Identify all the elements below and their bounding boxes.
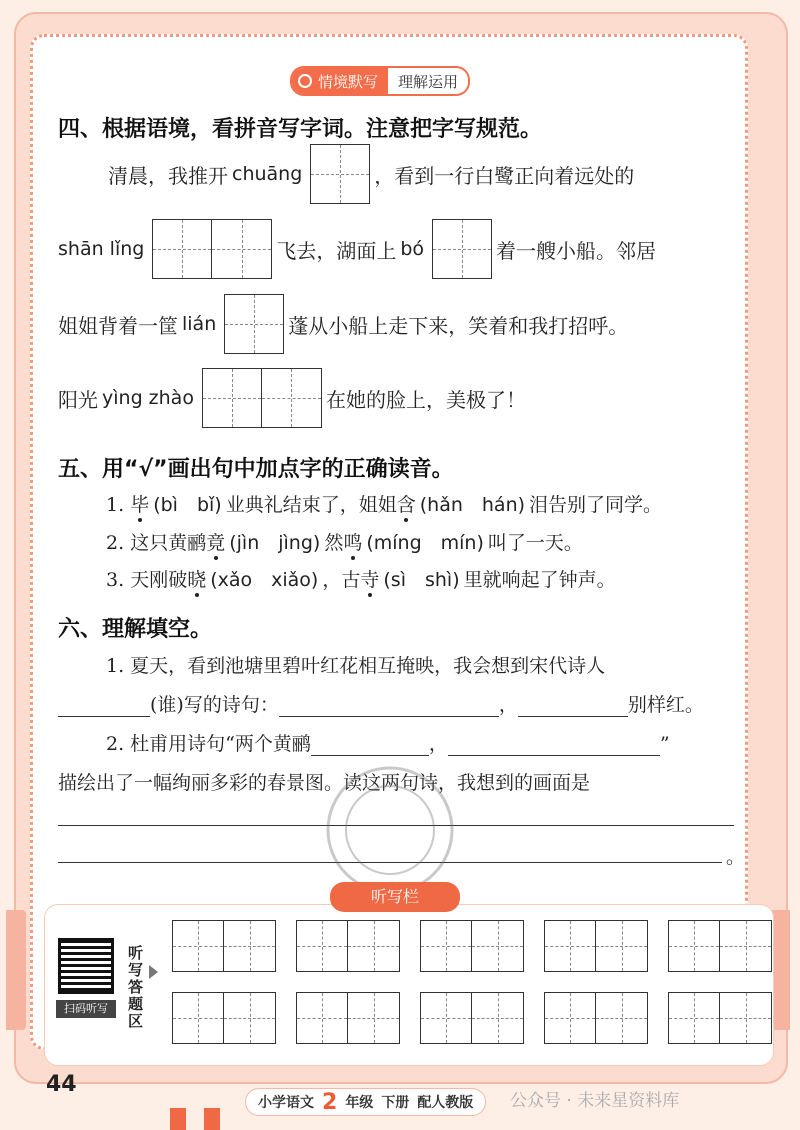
q-num: 1.: [106, 494, 125, 516]
watermark-text: 公众号 · 未来星资料库: [510, 1091, 680, 1111]
sec4-line-1: [108, 144, 634, 204]
text: 清晨，我推开: [108, 163, 228, 188]
sec4-line-4: [58, 368, 526, 428]
answer-boxes[interactable]: [544, 992, 648, 1044]
answer-boxes[interactable]: [152, 219, 272, 279]
text: 阳光: [58, 387, 98, 412]
answer-blank[interactable]: [448, 737, 660, 756]
section-5-title: 五、用“√”画出句中加点字的正确读音。: [58, 457, 454, 482]
options[interactable]: (bì bǐ): [153, 494, 222, 516]
sec5-q2: [106, 528, 583, 555]
dictation-tab: 听写栏: [330, 882, 460, 912]
answer-boxes[interactable]: [668, 992, 772, 1044]
side-tab-left: [6, 910, 26, 1030]
answer-blank[interactable]: [311, 737, 429, 756]
text: 2. 杜甫用诗句“两个黄鹂: [106, 733, 311, 755]
answer-boxes[interactable]: [172, 992, 276, 1044]
section-6-title: 六、理解填空。: [58, 617, 213, 642]
answer-boxes[interactable]: [544, 920, 648, 972]
answer-boxes[interactable]: [668, 920, 772, 972]
options[interactable]: (hǎn hán): [419, 494, 526, 516]
pinyin: bó: [400, 238, 425, 260]
text: 叫了一天。: [487, 532, 583, 554]
text: ”: [659, 733, 670, 755]
text: 业典礼结束了，姐姐: [225, 494, 397, 516]
options[interactable]: (xǎo xiǎo): [210, 569, 319, 591]
answer-boxes[interactable]: [420, 992, 524, 1044]
dictation-grid: [168, 920, 758, 1064]
period: 。: [726, 846, 746, 868]
text: 蓬从小船上走下来，笑着和我打招呼。: [288, 313, 629, 338]
badge-right-label: 理解运用: [388, 71, 468, 92]
text: 着一艘小船。邻居: [496, 238, 657, 263]
sec4-line-2: [58, 219, 656, 279]
text: 里就响起了钟声。: [463, 569, 616, 591]
sec6-q1-line1: 1. 夏天，看到池塘里碧叶红花相互掩映，我会想到宋代诗人: [106, 655, 606, 677]
text: 在她的脸上，美极了！: [325, 387, 526, 412]
text: 这只黄鹂: [130, 532, 207, 554]
sec6-q2-line2: 描绘出了一幅绚丽多彩的春景图。读这两句诗，我想到的画面是: [58, 772, 591, 794]
answer-boxes[interactable]: [296, 992, 400, 1044]
dotted-char: 竟: [206, 532, 226, 554]
answer-blank[interactable]: [58, 698, 150, 717]
qr-code-icon[interactable]: [58, 938, 114, 994]
arrow-right-icon: [149, 965, 158, 979]
badge-left-label: 情境默写: [318, 72, 379, 91]
answer-boxes[interactable]: [202, 368, 322, 428]
dotted-char: 含: [396, 494, 416, 516]
answer-boxes[interactable]: [224, 294, 284, 354]
text: 姐姐背着一筐: [58, 313, 178, 338]
edition: 配人教版: [417, 1095, 474, 1111]
section-4-title: 四、根据语境，看拼音写字词。注意把字写规范。: [58, 117, 543, 142]
grade-number: 2: [322, 1089, 338, 1115]
text: 飞去，湖面上: [276, 238, 397, 263]
sec5-q3: [106, 565, 616, 592]
answer-boxes[interactable]: [432, 219, 492, 279]
options[interactable]: (míng mín): [366, 532, 484, 554]
answer-boxes[interactable]: [296, 920, 400, 972]
section-badge: [290, 66, 470, 96]
sec6-q2-line1: [106, 729, 670, 756]
pinyin: chuāng: [232, 163, 303, 185]
sec4-line-3: [58, 294, 628, 354]
dictation-label: 听写答题区: [128, 944, 144, 1030]
pinyin: lián: [182, 313, 217, 335]
answer-boxes[interactable]: [420, 920, 524, 972]
text: 天刚破: [130, 569, 188, 591]
dotted-char: 鸣: [343, 532, 363, 554]
book-info: [245, 1088, 486, 1116]
text: 然: [324, 532, 344, 554]
sec5-q1: [106, 490, 662, 517]
text: ，看到一行白鹭正向着远处的: [374, 163, 635, 188]
subject: 小学语文: [258, 1095, 314, 1111]
answer-blank[interactable]: [279, 698, 499, 717]
answer-boxes[interactable]: [310, 144, 370, 204]
answer-boxes[interactable]: [172, 920, 276, 972]
grade: 年级: [345, 1095, 374, 1111]
dotted-char: 毕: [130, 494, 150, 516]
q-num: 2.: [106, 532, 125, 554]
bottom-tabs: [170, 1108, 220, 1130]
page-number: 44: [46, 1072, 77, 1097]
grid-row: [168, 920, 758, 972]
text: 泪告别了同学。: [529, 494, 663, 516]
answer-blank[interactable]: [518, 698, 628, 717]
volume: 下册: [381, 1095, 410, 1111]
text: 别样红。: [627, 694, 704, 716]
watermark-stamp: [300, 760, 480, 900]
grid-row: [168, 992, 758, 1044]
pinyin: shān lǐng: [58, 238, 145, 260]
text: ，: [498, 694, 518, 716]
qr-label: 扫码听写: [56, 1000, 116, 1018]
options[interactable]: (sì shì): [383, 569, 460, 591]
sec6-q1-line2: [58, 690, 704, 717]
text: (谁)写的诗句：: [150, 694, 279, 716]
text: ，: [428, 733, 448, 755]
options[interactable]: (jìn jìng): [229, 532, 321, 554]
text: ，古: [322, 569, 361, 591]
badge-icon: [298, 74, 312, 88]
dotted-char: 晓: [187, 569, 207, 591]
pinyin: yìng zhào: [102, 387, 194, 409]
q-num: 3.: [106, 569, 125, 591]
dotted-char: 寺: [360, 569, 380, 591]
